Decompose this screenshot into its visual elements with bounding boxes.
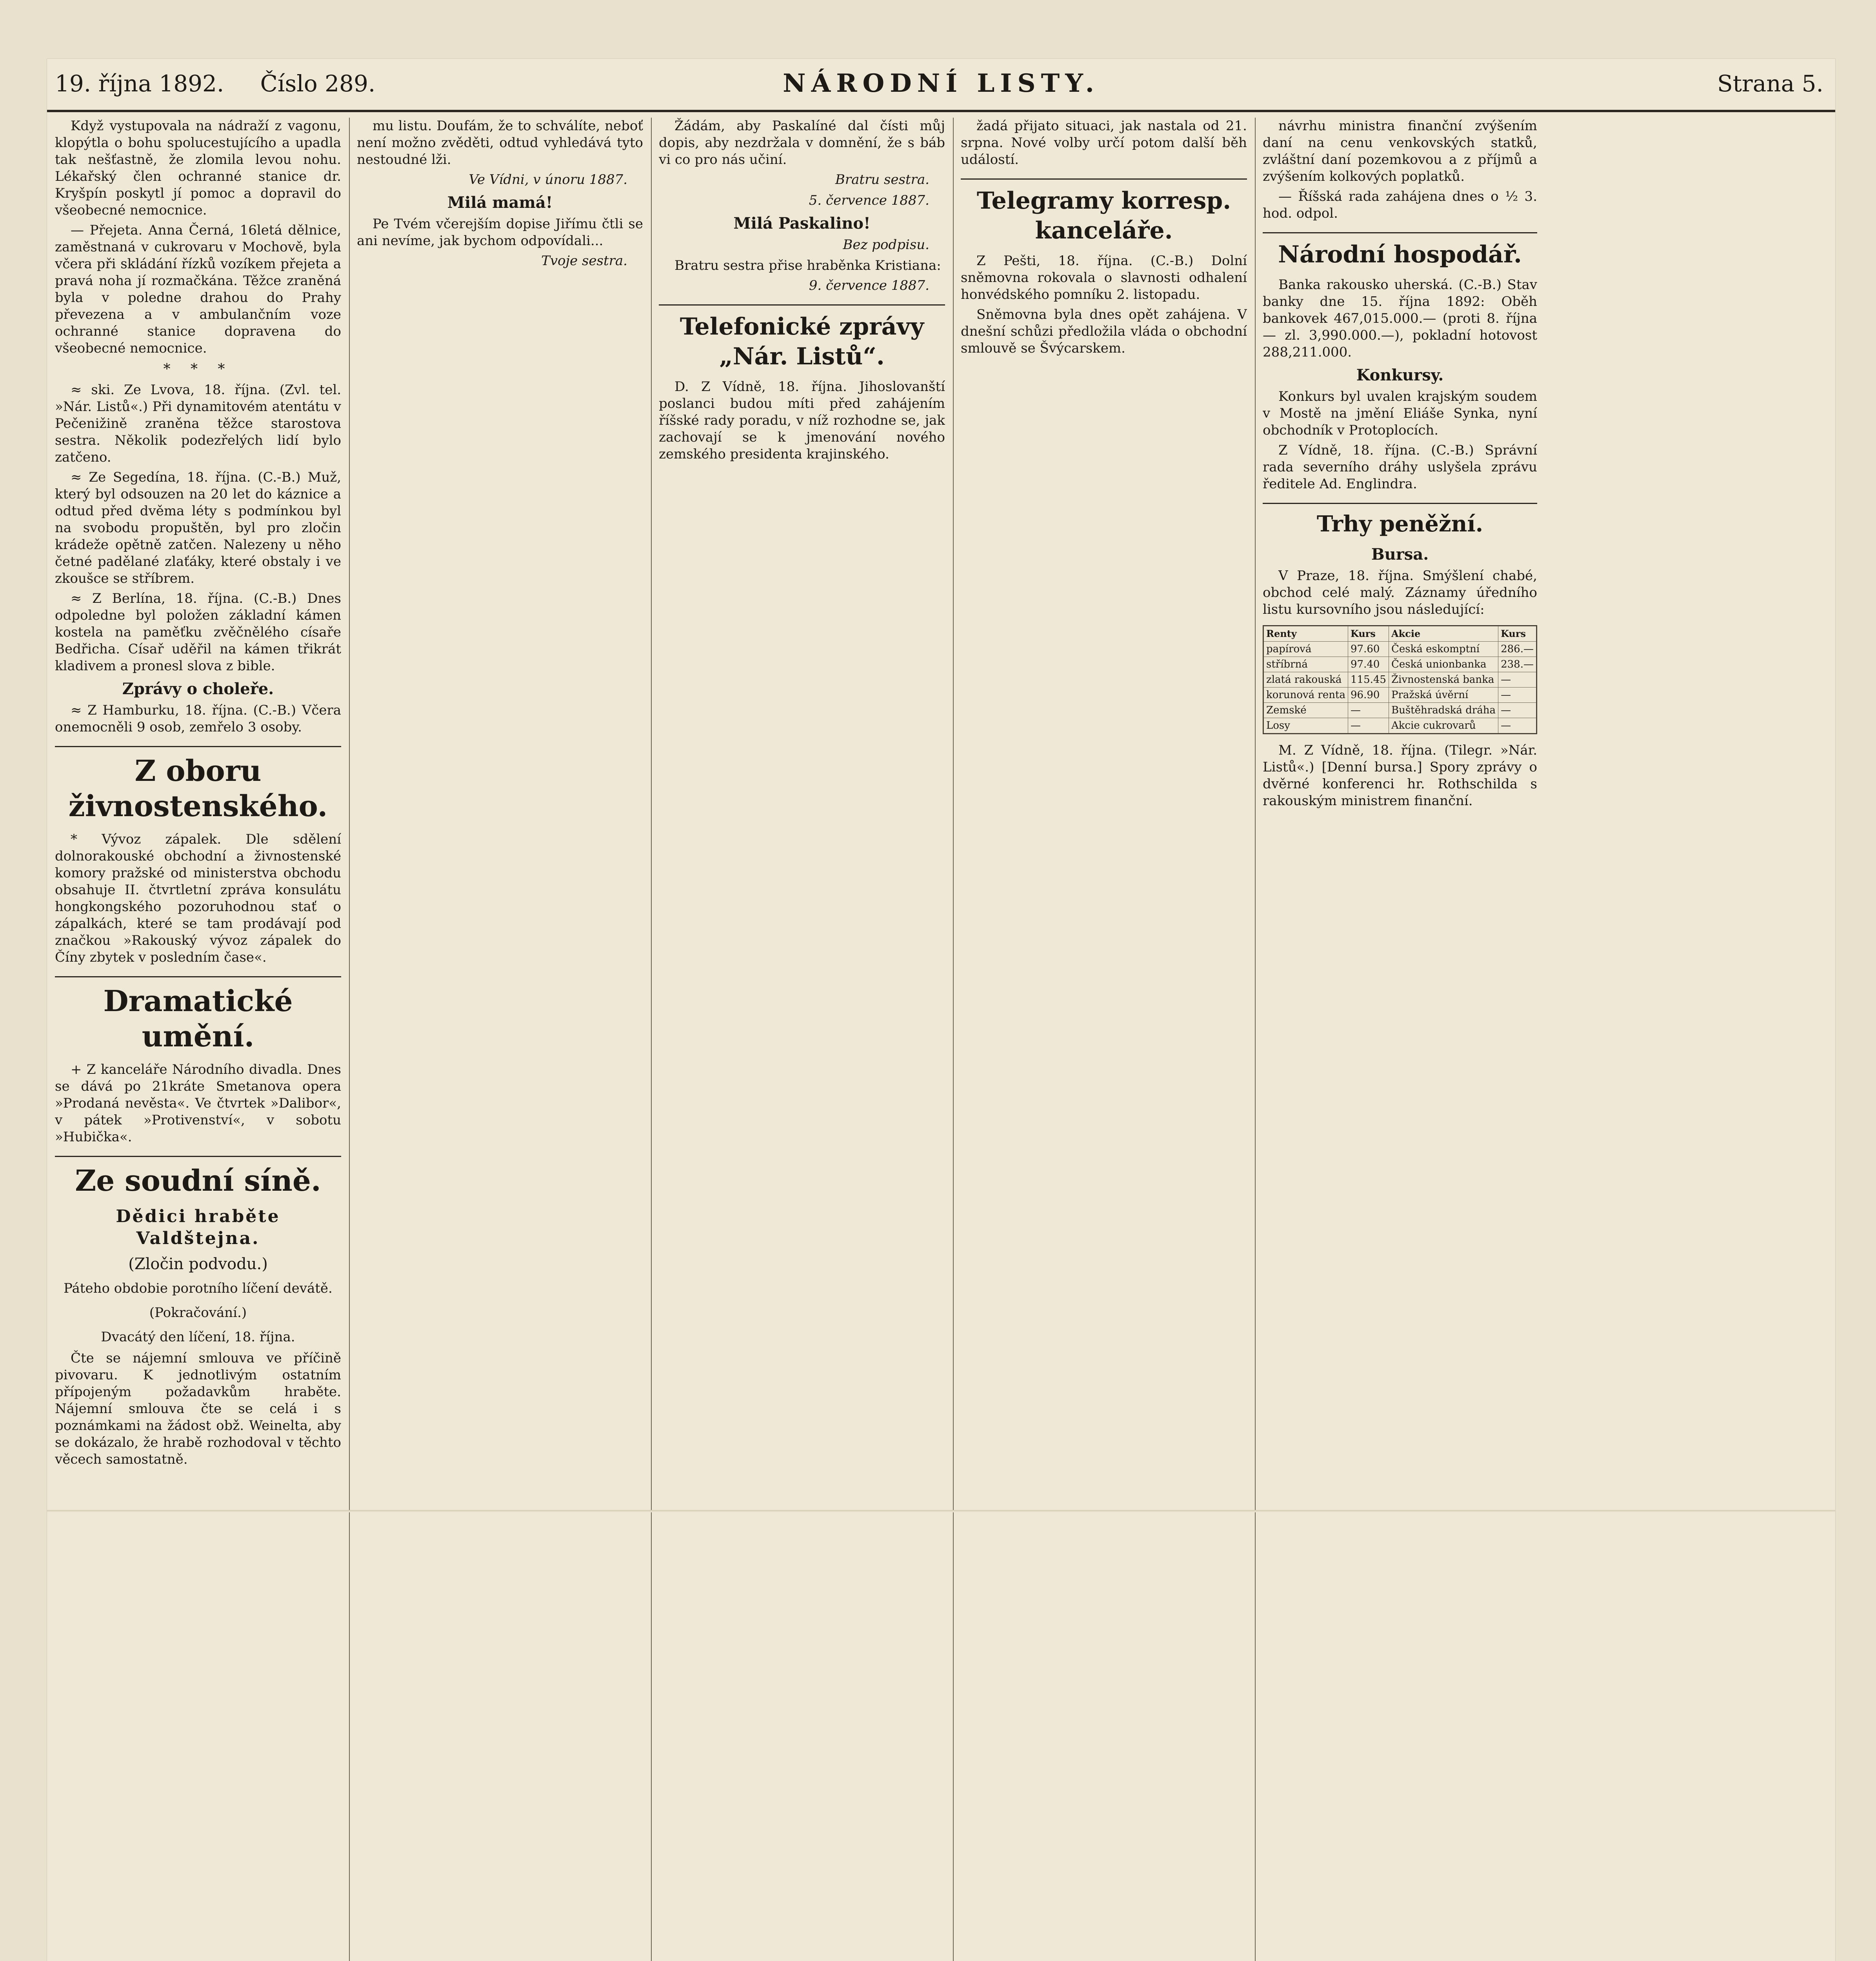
- newspaper-page: [47, 59, 1835, 1961]
- konkursy-text: Konkurs byl uvalen krajským soudem v Mostě na jmění Eliáše Synka, nyní obchodník v Protoplocích.: [1263, 389, 1537, 438]
- konkursy-heading: Konkursy.: [1356, 366, 1444, 384]
- news-item: ≈ Ze Segedína, 18. října. (C.-B.) Muž, který byl odsouzen na 20 let do káznice a odtud před dvěma léty s podmínkou byl na svobodu propuštěn, byl pro zločin krádeže opětně zatčen. Nalezeny u něho četné padělané zlaťáky, které obstaly i ve zkoušce se stříbrem.: [55, 469, 341, 586]
- page-fold: [47, 1510, 1835, 1512]
- table-cell: Losy: [1264, 718, 1348, 733]
- column-rule: [953, 118, 954, 1961]
- table-cell: korunová renta: [1264, 688, 1348, 703]
- court-section-heading: Ze soudní síně.: [55, 1156, 341, 1199]
- column-2-text: mu listu. Doufám, že to schválíte, neboť není možno zvěděti, odtud vyhledává tyto nestoudné lži.: [357, 118, 643, 167]
- trade-text: * Vývoz zápalek. Dle sdělení dolnorakouské obchodní a živnostenské komory pražské od ministerstva obchodu obsahuje II. čtvrtletní zpráva konsulátu hongkongského pozoruhodnou stať o zápalkách, které se tam prodávají pod značkou »Rakouský vývoz zápalek do Číny zbytek v posledním čase«.: [55, 831, 341, 965]
- court-line: (Pokračování.): [149, 1305, 247, 1321]
- final-text: M. Z Vídně, 18. října. (Tilegr. »Nár. Listů«.) [Denní bursa.] Spory zprávy o dvěrné konferenci hr. Rothschilda s rakouským ministrem finanční.: [1263, 742, 1537, 809]
- column-1-intro: Když vystupovala na nádraží z vagonu, klopýtla o bohu spolucestujícího a upadla tak nešťastně, že zlomila levou nohu. Lékařský člen ochranné stanice dr. Kryšpín poskytl jí pomoc a dopravil do všeobecné nemocnice.: [55, 118, 341, 218]
- table-row: [1264, 642, 1536, 657]
- trade-section-heading: Z oboru živnostenského.: [55, 746, 341, 824]
- bourse-heading: Bursa.: [1371, 545, 1429, 564]
- court-article-title: Dědici hraběte Valdštejna.: [116, 1206, 280, 1248]
- table-cell: 286.—: [1498, 642, 1536, 657]
- table-cell: —: [1498, 718, 1536, 733]
- column-5-note: — Říšská rada zahájena dnes o ½ 3. hod. odpol.: [1263, 189, 1537, 221]
- telegram-text: Z Pešti, 18. října. (C.-B.) Dolní sněmovna rokovala o slavnosti odhalení honvédského pomníku 2. listopadu.: [961, 253, 1247, 302]
- court-article-note: (Zločin podvodu.): [128, 1255, 268, 1273]
- table-row: [1264, 672, 1536, 688]
- letter-text: Pe Tvém včerejším dopise Jiřímu čtli se ani nevíme, jak bychom odpovídali...: [357, 216, 643, 249]
- politics-text: Sněmovna byla dnes opět zahájena. V dnešní schůzi předložila vláda o obchodní smlouvě se Švýcarskem.: [961, 307, 1247, 356]
- table-cell: Živnostenská banka: [1389, 672, 1498, 688]
- telephone-section-heading: Telefonické zprávy „Nár. Listů“.: [659, 304, 945, 371]
- column-2: [357, 118, 643, 1961]
- table-header: Akcie: [1389, 626, 1498, 642]
- table-cell: —: [1348, 703, 1389, 718]
- letter-signature: Bez podpisu.: [843, 237, 929, 253]
- court-line: Páteho obdobie porotního líčení devátě.: [64, 1281, 333, 1296]
- column-rule: [349, 118, 350, 1961]
- column-5-text: návrhu ministra finanční zvýšením daní na cenu venkovských statků, zvláštní daní pozemkovou a z příjmů a zvýšením kolkových poplatků.: [1263, 118, 1537, 184]
- header-issue: Číslo 289.: [260, 70, 376, 97]
- cholera-heading: Zprávy o choleře.: [122, 680, 274, 698]
- bourse-intro: V Praze, 18. října. Smýšlení chabé, obchod celé malý. Záznamy úředního listu kursovního jsou následující:: [1263, 568, 1537, 617]
- table-cell: Česká eskomptní: [1389, 642, 1498, 657]
- letter-signature: Bratru sestra.: [835, 172, 929, 187]
- column-4: [961, 118, 1247, 1961]
- table-row: [1264, 657, 1536, 672]
- column-rule: [651, 118, 652, 1961]
- news-item: — Přejeta. Anna Černá, 16letá dělnice, zaměstnaná v cukrovaru v Mochově, byla včera při skládání řízků vozíkem přejeta a pravá noha jí rozmačkána. Těžce zraněná byla v poledne drahou do Prahy převezena a v ambulančním voze ochranné stanice dopravena do všeobecné nemocnice.: [55, 222, 341, 356]
- table-row: [1264, 718, 1536, 733]
- column-4-text: žadá přijato situaci, jak nastala od 21. srpna. Nové volby určí potom další běh událostí.: [961, 118, 1247, 167]
- letter-heading: Bratru sestra přise hraběnka Kristiana:: [674, 258, 941, 273]
- table-header: Kurs: [1498, 626, 1536, 642]
- news-item: ≈ ski. Ze Lvova, 18. října. (Zvl. tel. »Nár. Listů«.) Při dynamitovém atentátu v Pečenižině zraněna těžce starostova sestra. Několik podezřelých lidí bylo zatčeno.: [55, 382, 341, 465]
- table-cell: stříbrná: [1264, 657, 1348, 672]
- economy-section-heading: Národní hospodář.: [1263, 232, 1537, 269]
- table-cell: —: [1348, 718, 1389, 733]
- table-cell: —: [1498, 672, 1536, 688]
- table-header: Kurs: [1348, 626, 1389, 642]
- news-item: ≈ Z Berlína, 18. října. (C.-B.) Dnes odpoledne byl položen základní kámen kostela na paměťku zvěčnělého císaře Bedřicha. Císař uděřil na kámen třikrát kladivem a pronesl slova z bible.: [55, 591, 341, 674]
- drama-text: + Z kanceláře Národního divadla. Dnes se dává po 21kráte Smetanova opera »Prodaná nevěsta«. Ve čtvrtek »Dalibor«, v pátek »Protivenství«, v sobotu »Hubička«.: [55, 1062, 341, 1145]
- markets-heading: Trhy peněžní.: [1263, 503, 1537, 538]
- table-cell: zlatá rakouská: [1264, 672, 1348, 688]
- header-page-number: Strana 5.: [1717, 70, 1823, 97]
- court-line: Dvacátý den líčení, 18. října.: [101, 1329, 295, 1345]
- column-3-text: Žádám, aby Paskalíné dal čísti můj dopis, aby nezdržala v domnění, že s báb vi co pro nás učiní.: [659, 118, 945, 167]
- economy-text: Banka rakousko uherská. (C.-B.) Stav banky dne 15. října 1892: Oběh bankovek 467,015.000.— (proti 8. října — zl. 3,990.000.—), pokladní hotovost 288,211.000.: [1263, 277, 1537, 360]
- telegram-section-heading: Telegramy korresp. kanceláře.: [961, 178, 1247, 246]
- letter-signature: Tvoje sestra.: [541, 253, 627, 269]
- column-3: [659, 118, 945, 1961]
- table-cell: papírová: [1264, 642, 1348, 657]
- table-cell: Pražská úvěrní: [1389, 688, 1498, 703]
- table-cell: Akcie cukrovarů: [1389, 718, 1498, 733]
- drama-section-heading: Dramatické umění.: [55, 976, 341, 1054]
- column-5-left: [1263, 118, 1537, 813]
- telephone-text: D. Z Vídně, 18. října. Jihoslovanští poslanci budou míti před zahájením říšské rady poradu, v níž rozhodne se, jak zachovají se k jmenování nového zemského presidenta krajinského.: [659, 379, 945, 462]
- section-separator: * * *: [163, 361, 233, 377]
- vienna-text: Z Vídně, 18. října. (C.-B.) Správní rada severního dráhy uslyšela zprávu ředitele Ad. Englindra.: [1263, 442, 1537, 492]
- letter-place: Ve Vídni, v únoru 1887.: [469, 172, 627, 187]
- column-5: [1263, 118, 1827, 1961]
- table-cell: 115.45: [1348, 672, 1389, 688]
- letter-date: 9. července 1887.: [809, 278, 929, 293]
- letter-date: 5. července 1887.: [809, 193, 929, 208]
- table-cell: Česká unionbanka: [1389, 657, 1498, 672]
- news-item: ≈ Z Hamburku, 18. října. (C.-B.) Včera onemocněli 9 osob, zemřelo 3 osoby.: [55, 702, 341, 735]
- page-header: [47, 59, 1835, 112]
- table-row: [1264, 703, 1536, 718]
- court-text: Čte se nájemní smlouva ve příčině pivovaru. K jednotlivým ostatním přípojeným požadavkům hraběte. Nájemní smlouva čte se celá i s poznámkami na žádost obž. Weinelta, aby se dokázalo, že hrabě rozhodoval v těchto věcech samostatně.: [55, 1350, 341, 1467]
- table-cell: 97.60: [1348, 642, 1389, 657]
- table-cell: 97.40: [1348, 657, 1389, 672]
- header-date: 19. října 1892.: [55, 70, 224, 97]
- table-cell: 96.90: [1348, 688, 1389, 703]
- column-1: [55, 118, 341, 1961]
- letter-greeting: Milá Paskalino!: [733, 214, 871, 233]
- letter-greeting: Milá mamá!: [447, 193, 553, 212]
- bourse-table: [1263, 625, 1537, 734]
- table-cell: Zemské: [1264, 703, 1348, 718]
- table-header: Renty: [1264, 626, 1348, 642]
- column-rule: [1255, 118, 1256, 1961]
- table-row: [1264, 688, 1536, 703]
- table-cell: Buštěhradská dráha: [1389, 703, 1498, 718]
- table-cell: —: [1498, 703, 1536, 718]
- columns: [47, 118, 1835, 1961]
- newspaper-title: NÁRODNÍ LISTY.: [783, 69, 1100, 98]
- table-cell: 238.—: [1498, 657, 1536, 672]
- table-cell: —: [1498, 688, 1536, 703]
